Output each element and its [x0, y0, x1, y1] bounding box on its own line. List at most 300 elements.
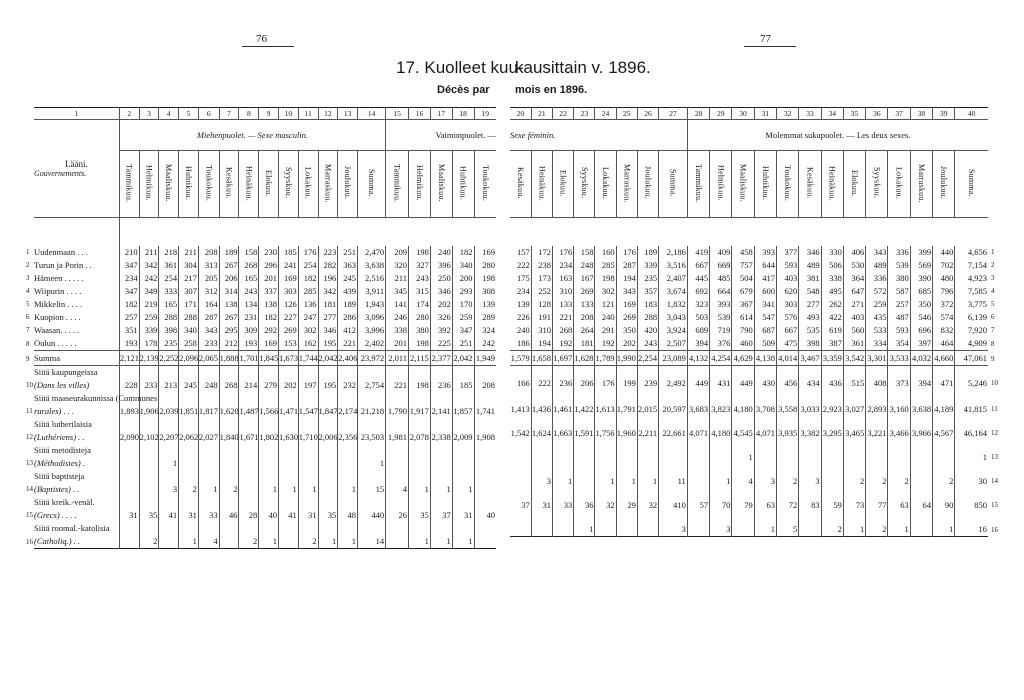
row-label: [34, 324, 119, 337]
month-label: Tammikuu.: [392, 163, 402, 203]
table-cell: 2,141: [430, 392, 452, 418]
table-cell: 141: [386, 298, 409, 311]
table-cell: 287: [198, 311, 219, 324]
table-cell: 393: [754, 246, 776, 259]
table-cell: 310: [552, 285, 573, 298]
table-cell: 234: [516, 286, 530, 296]
table-cell: 181: [574, 337, 595, 351]
month-header: [933, 151, 955, 218]
page-number-left: 76: [256, 33, 267, 45]
table-cell: 406: [843, 246, 865, 259]
table-row: [34, 246, 496, 259]
table-cell: 1: [318, 522, 338, 549]
table-cell: 1,845: [259, 351, 279, 366]
table-cell: 313: [198, 259, 219, 272]
table-cell: 3,096: [358, 311, 386, 324]
region-header-cell: [34, 120, 119, 218]
table-cell: 3,033: [799, 390, 821, 416]
column-number: 1: [34, 108, 119, 120]
table-cell: 431: [710, 366, 732, 391]
table-cell: 2: [866, 512, 888, 537]
table-cell: 182: [119, 298, 139, 311]
table-cell: 2,102: [139, 418, 159, 444]
month-header: [139, 151, 159, 218]
table-cell: [510, 464, 531, 488]
month-label: Huhtikuu.: [458, 165, 468, 201]
table-cell: 285: [595, 259, 616, 272]
table-cell: 489: [866, 259, 888, 272]
table-row: [510, 366, 988, 391]
table-cell: 350: [910, 298, 932, 311]
table-cell: 2,090: [119, 418, 139, 444]
table-cell: 206: [219, 272, 239, 285]
title-left: 17. Kuolleet kuu-: [396, 58, 524, 77]
table-row: [510, 512, 988, 537]
table-cell: 195: [318, 337, 338, 351]
table-cell: 248: [574, 259, 595, 272]
table-cell: 464: [933, 337, 955, 351]
line-number: 10: [991, 379, 998, 387]
table-cell: 314: [219, 285, 239, 298]
table-cell: 41: [278, 496, 298, 522]
line-number: 11: [991, 405, 998, 413]
table-cell: 689: [687, 324, 709, 337]
month-header: [179, 151, 199, 218]
table-cell: 702: [933, 259, 955, 272]
table-cell: [754, 440, 776, 464]
table-cell: 35: [409, 496, 431, 522]
table-row: [34, 324, 496, 337]
table-cell: 240: [430, 246, 452, 259]
table-cell: 35: [139, 496, 159, 522]
line-number: 11: [26, 407, 33, 415]
table-cell: 183: [637, 298, 658, 311]
table-row: [510, 351, 988, 366]
table-cell: 1: [278, 470, 298, 496]
line-number: 2: [991, 261, 995, 269]
table-cell: 196: [318, 272, 338, 285]
table-cell: 361: [159, 259, 179, 272]
row-label-text: Turun ja Porin . .: [34, 260, 92, 270]
table-cell: 1,949: [474, 351, 496, 366]
table-cell: 174: [409, 298, 431, 311]
table-cell: 1: [338, 470, 358, 496]
month-header: [888, 151, 910, 218]
table-cell: 4,909: [955, 337, 988, 351]
table-cell: 209: [386, 246, 409, 259]
table-cell: 495: [821, 285, 843, 298]
column-number: 11: [298, 108, 318, 120]
table-cell: 4,189: [933, 390, 955, 416]
table-cell: 245: [179, 366, 199, 393]
table-cell: [659, 440, 688, 464]
table-cell: 664: [710, 285, 732, 298]
month-header: [474, 151, 496, 218]
female-group-header-a: Vaimonpuolet. —: [386, 120, 496, 151]
table-cell: 1: [198, 470, 219, 496]
table-cell: 4,923: [955, 272, 988, 285]
month-label: Syyskuu.: [872, 167, 882, 199]
table-cell: 23,503: [358, 418, 386, 444]
table-cell: 339: [637, 259, 658, 272]
table-cell: 347: [452, 324, 474, 337]
table-cell: 349: [139, 285, 159, 298]
month-header: [119, 151, 139, 218]
table-cell: 46,164: [955, 416, 988, 440]
row-label-text: Uudenmaan . . .: [34, 247, 88, 257]
row-label: [34, 366, 119, 393]
table-cell: 445: [687, 272, 709, 285]
table-cell: 5: [777, 512, 799, 537]
table-cell: 342: [318, 285, 338, 298]
month-label: Heinäkuu.: [244, 165, 254, 201]
table-cell: 259: [139, 311, 159, 324]
table-row: [510, 298, 988, 311]
table-cell: 1,756: [595, 416, 616, 440]
table-cell: 23,089: [659, 351, 688, 366]
row-label-text-2: (Luthériens) . .: [34, 432, 85, 442]
table-cell: 509: [754, 337, 776, 351]
column-number: 15: [386, 108, 409, 120]
table-cell: 138: [219, 298, 239, 311]
table-cell: 3,359: [821, 351, 843, 366]
month-label: Heinäkuu.: [827, 165, 837, 201]
table-cell: 1: [754, 512, 776, 537]
table-cell: 574: [933, 311, 955, 324]
table-cell: 3,027: [843, 390, 865, 416]
table-cell: 1,943: [358, 298, 386, 311]
table-cell: 434: [799, 366, 821, 391]
table-cell: 29: [616, 488, 637, 512]
table-cell: [687, 440, 709, 464]
table-cell: 169: [474, 246, 496, 259]
table-cell: 1,436: [531, 390, 552, 416]
table-cell: 341: [754, 298, 776, 311]
table-cell: 435: [866, 311, 888, 324]
table-cell: 185: [278, 246, 298, 259]
row-label: [34, 351, 119, 366]
table-cell: 31: [531, 488, 552, 512]
table-cell: 1,487: [239, 392, 259, 418]
table-cell: [386, 444, 409, 470]
row-label-text-2: (Baptistes) . .: [34, 484, 80, 494]
table-cell: [430, 444, 452, 470]
table-cell: 3,966: [910, 416, 932, 440]
both-sexes-group-header: Molemmat sukupuolet. — Les deux sexes.: [687, 120, 988, 151]
table-cell: 1,840: [219, 418, 239, 444]
table-cell: 361: [843, 337, 865, 351]
table-cell: 31: [179, 496, 199, 522]
table-cell: 133: [552, 298, 573, 311]
month-label: Kesäkuu.: [224, 167, 234, 199]
table-cell: 226: [516, 312, 530, 322]
table-cell: 667: [777, 324, 799, 337]
table-cell: 248: [198, 366, 219, 393]
month-label: Toukokuu.: [783, 164, 793, 202]
table-cell: 1,790: [386, 392, 409, 418]
table-cell: 240: [595, 311, 616, 324]
month-header: [430, 151, 452, 218]
table-cell: 72: [777, 488, 799, 512]
table-cell: 4: [386, 470, 409, 496]
table-cell: 333: [159, 285, 179, 298]
table-row: [34, 522, 496, 549]
table-cell: 2,062: [179, 418, 199, 444]
column-number: 24: [595, 108, 616, 120]
table-cell: 4,032: [910, 351, 932, 366]
table-cell: 234: [119, 272, 139, 285]
table-cell: [843, 440, 865, 464]
table-cell: 126: [278, 298, 298, 311]
table-cell: 456: [777, 366, 799, 391]
table-cell: 600: [754, 285, 776, 298]
table-cell: 1,547: [298, 392, 318, 418]
table-cell: 3,295: [821, 416, 843, 440]
table-cell: 539: [888, 259, 910, 272]
table-cell: 259: [866, 298, 888, 311]
table-row: [510, 311, 988, 324]
line-number: 16: [26, 537, 33, 546]
table-cell: 1,591: [574, 416, 595, 440]
table-cell: [278, 522, 298, 549]
table-cell: 186: [516, 338, 530, 348]
month-label: Marraskuu.: [323, 163, 333, 203]
table-cell: 251: [338, 246, 358, 259]
table-cell: 235: [159, 337, 179, 351]
table-cell: 376: [710, 337, 732, 351]
line-number: 3: [991, 274, 995, 282]
table-cell: [259, 444, 279, 470]
line-number: 6: [26, 313, 30, 321]
table-cell: 364: [843, 272, 865, 285]
table-cell: 535: [799, 324, 821, 337]
line-number: 2: [26, 261, 30, 269]
column-number: 4: [159, 108, 179, 120]
table-cell: 7,920: [955, 324, 988, 337]
column-number: 2: [119, 108, 139, 120]
table-cell: 285: [298, 285, 318, 298]
table-cell: 3,516: [659, 259, 688, 272]
table-cell: 307: [179, 285, 199, 298]
table-cell: 2,065: [198, 351, 219, 366]
table-row: [34, 311, 496, 324]
table-cell: 176: [616, 246, 637, 259]
table-cell: 2: [179, 470, 199, 496]
table-cell: 211: [386, 272, 409, 285]
table-cell: 223: [318, 246, 338, 259]
month-header: [843, 151, 865, 218]
table-cell: 398: [159, 324, 179, 337]
page-number-rule-left: [242, 46, 294, 47]
table-cell: [239, 444, 259, 470]
table-cell: 4,014: [777, 351, 799, 366]
table-cell: 221: [338, 337, 358, 351]
line-number: 1: [991, 248, 995, 256]
month-label: Lokakuu.: [601, 166, 611, 200]
table-cell: 850: [955, 488, 988, 512]
table-cell: 4,138: [754, 351, 776, 366]
table-cell: 133: [574, 298, 595, 311]
table-cell: 176: [595, 366, 616, 391]
row-label-text: Wiipurin . . . .: [34, 286, 82, 296]
table-cell: 211: [179, 246, 199, 259]
page-number-right: 77: [760, 33, 771, 45]
table-cell: 1,579: [510, 351, 531, 366]
table-cell: 343: [866, 246, 888, 259]
table-cell: [574, 440, 595, 464]
table-cell: 241: [278, 259, 298, 272]
table-cell: 2,406: [338, 351, 358, 366]
table-cell: [616, 512, 637, 537]
table-cell: 796: [933, 285, 955, 298]
table-cell: 2,207: [159, 418, 179, 444]
month-label: Summa.: [367, 169, 377, 197]
table-cell: 1: [843, 512, 865, 537]
table-row: [34, 470, 496, 496]
table-cell: 3,683: [687, 390, 709, 416]
table-cell: 338: [386, 324, 409, 337]
month-label: Syyskuu.: [579, 167, 589, 199]
table-cell: 200: [452, 272, 474, 285]
table-cell: 3,935: [777, 416, 799, 440]
table-cell: 1: [358, 444, 386, 470]
table-cell: 3,996: [358, 324, 386, 337]
table-row: [34, 444, 496, 470]
table-cell: 2,754: [358, 366, 386, 393]
line-number: 15: [991, 501, 998, 509]
table-cell: 347: [119, 259, 139, 272]
table-cell: 268: [219, 366, 239, 393]
table-cell: 396: [430, 259, 452, 272]
table-cell: 2,009: [452, 418, 474, 444]
table-cell: 547: [754, 311, 776, 324]
month-header: [386, 151, 409, 218]
table-cell: 178: [139, 337, 159, 351]
line-number: 14: [991, 477, 998, 485]
table-cell: 1,620: [219, 392, 239, 418]
table-cell: 4,132: [687, 351, 709, 366]
table-cell: 230: [259, 246, 279, 259]
column-number: 27: [659, 108, 688, 120]
table-cell: 2: [239, 522, 259, 549]
table-row: [510, 259, 988, 272]
table-cell: 372: [933, 298, 955, 311]
month-header: [616, 151, 637, 218]
table-cell: 3: [710, 512, 732, 537]
subtitle-right: mois en 1896.: [515, 84, 588, 96]
table-cell: 228: [119, 366, 139, 393]
table-cell: 4,071: [754, 416, 776, 440]
table-cell: 3: [799, 464, 821, 488]
table-cell: 390: [910, 272, 932, 285]
table-cell: 506: [821, 259, 843, 272]
table-cell: 198: [595, 272, 616, 285]
table-cell: 32: [637, 488, 658, 512]
subtitle-left: Décès par: [437, 84, 490, 96]
month-label: Kesäkuu.: [805, 167, 815, 199]
column-number: 31: [754, 108, 776, 120]
table-cell: 189: [338, 298, 358, 311]
table-row: [510, 440, 988, 464]
table-cell: 1,802: [259, 418, 279, 444]
table-cell: 1: [595, 464, 616, 488]
table-cell: [637, 512, 658, 537]
table-cell: 614: [732, 311, 754, 324]
table-cell: 3: [659, 512, 688, 537]
table-cell: 6,139: [955, 311, 988, 324]
table-cell: [318, 470, 338, 496]
table-cell: 41,815: [955, 390, 988, 416]
table-cell: 172: [531, 246, 552, 259]
table-cell: 182: [259, 311, 279, 324]
table-cell: 757: [732, 259, 754, 272]
table-cell: [239, 470, 259, 496]
table-cell: 173: [531, 272, 552, 285]
row-label-text-2: (Méthodistes) .: [34, 458, 85, 468]
table-cell: 1: [179, 522, 199, 549]
table-cell: [198, 444, 219, 470]
line-number: 15: [26, 511, 33, 519]
table-cell: [139, 444, 159, 470]
table-cell: 1: [452, 522, 474, 549]
table-cell: [552, 512, 573, 537]
table-cell: 2,492: [659, 366, 688, 391]
line-number: 12: [991, 429, 998, 437]
month-header: [298, 151, 318, 218]
line-number: 1: [26, 248, 30, 256]
table-cell: 338: [821, 272, 843, 285]
table-cell: 139: [516, 299, 530, 309]
table-cell: 2,254: [637, 351, 658, 366]
table-cell: 268: [552, 324, 573, 337]
table-cell: 33: [198, 496, 219, 522]
table-cell: 239: [637, 366, 658, 391]
table-cell: 2,377: [430, 351, 452, 366]
table-cell: 169: [259, 337, 279, 351]
table-cell: 213: [159, 366, 179, 393]
table-cell: 2: [888, 464, 910, 488]
table-cell: [119, 470, 139, 496]
table-cell: 240: [516, 325, 530, 335]
table-cell: 1,981: [386, 418, 409, 444]
column-number: 37: [888, 108, 910, 120]
table-cell: 121: [595, 298, 616, 311]
table-cell: 354: [888, 337, 910, 351]
table-cell: 392: [430, 324, 452, 337]
table-cell: 243: [239, 285, 259, 298]
line-number: 4: [26, 287, 30, 295]
table-cell: [531, 440, 552, 464]
table-cell: 212: [219, 337, 239, 351]
table-cell: 515: [843, 366, 865, 391]
table-cell: 367: [732, 298, 754, 311]
table-cell: [799, 440, 821, 464]
table-cell: 198: [409, 337, 431, 351]
table-cell: [687, 512, 709, 537]
table-cell: [409, 444, 431, 470]
table-cell: [318, 444, 338, 470]
table-cell: [710, 440, 732, 464]
table-cell: 1: [888, 512, 910, 537]
table-cell: 238: [531, 259, 552, 272]
month-header: [219, 151, 239, 218]
table-cell: 719: [710, 324, 732, 337]
table-cell: 165: [159, 298, 179, 311]
month-header: [510, 151, 531, 218]
table-cell: 233: [198, 337, 219, 351]
table-cell: 1,917: [409, 392, 431, 418]
table-cell: 16: [955, 512, 988, 537]
